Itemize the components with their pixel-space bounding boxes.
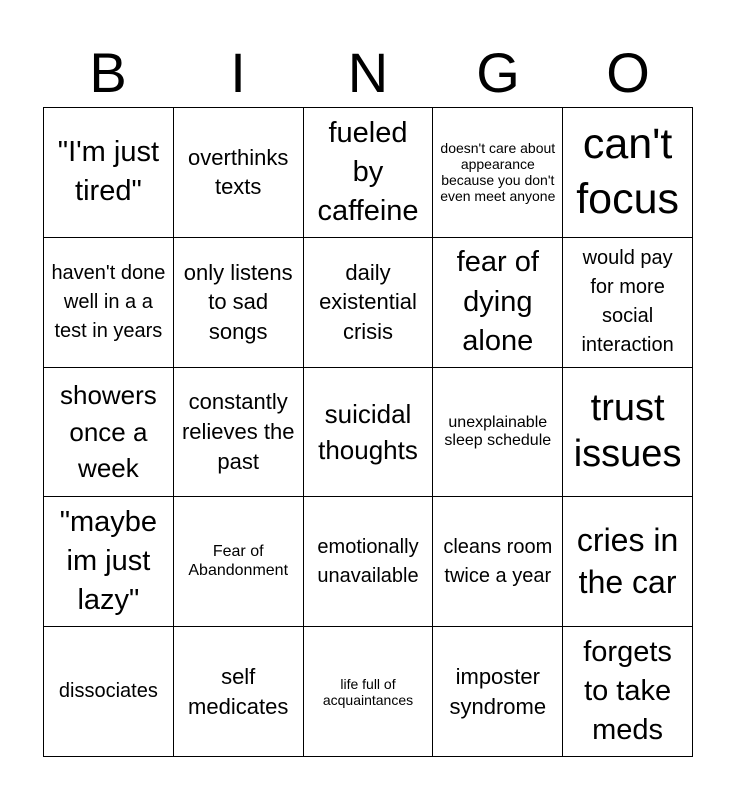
- bingo-cell-r5c5[interactable]: forgets to take meds: [563, 627, 693, 757]
- bingo-cell-r4c3[interactable]: emotionally unavailable: [304, 497, 434, 627]
- bingo-board: [43, 107, 693, 757]
- bingo-cell-r1c5[interactable]: can't focus: [563, 108, 693, 238]
- bingo-cell-r4c2[interactable]: Fear of Abandonment: [174, 497, 304, 627]
- bingo-cell-r4c1[interactable]: "maybe im just lazy": [44, 497, 174, 627]
- bingo-cell-r2c2[interactable]: only listens to sad songs: [174, 238, 304, 368]
- bingo-cell-r5c4[interactable]: imposter syndrome: [433, 627, 563, 757]
- bingo-cell-r2c3[interactable]: daily existential crisis: [304, 238, 434, 368]
- header-letter-i: I: [230, 41, 246, 104]
- bingo-cell-r1c3[interactable]: fueled by caffeine: [304, 108, 434, 238]
- bingo-cell-r3c3[interactable]: suicidal thoughts: [304, 368, 434, 498]
- bingo-cell-r3c1[interactable]: showers once a week: [44, 368, 174, 498]
- bingo-cell-r3c5[interactable]: trust issues: [563, 368, 693, 498]
- bingo-header: [43, 40, 693, 106]
- bingo-cell-r2c5[interactable]: would pay for more social interaction: [563, 238, 693, 368]
- header-letter-g: G: [476, 41, 520, 104]
- bingo-cell-r1c2[interactable]: overthinks texts: [174, 108, 304, 238]
- bingo-cell-r2c1[interactable]: haven't done well in a a test in years: [44, 238, 174, 368]
- header-letter-b: B: [89, 41, 127, 104]
- bingo-cell-r5c2[interactable]: self medicates: [174, 627, 304, 757]
- bingo-cell-r5c3[interactable]: life full of acquaintances: [304, 627, 434, 757]
- bingo-cell-r2c4[interactable]: fear of dying alone: [433, 238, 563, 368]
- header-letter-n: N: [347, 41, 389, 104]
- bingo-cell-r4c5[interactable]: cries in the car: [563, 497, 693, 627]
- bingo-cell-r5c1[interactable]: dissociates: [44, 627, 174, 757]
- bingo-cell-r4c4[interactable]: cleans room twice a year: [433, 497, 563, 627]
- bingo-cell-r1c1[interactable]: "I'm just tired": [44, 108, 174, 238]
- header-letter-o: O: [606, 41, 650, 104]
- bingo-cell-r3c4[interactable]: unexplainable sleep schedule: [433, 368, 563, 498]
- bingo-cell-r1c4[interactable]: doesn't care about appearance because you don't even meet anyone: [433, 108, 563, 238]
- bingo-cell-r3c2[interactable]: constantly relieves the past: [174, 368, 304, 498]
